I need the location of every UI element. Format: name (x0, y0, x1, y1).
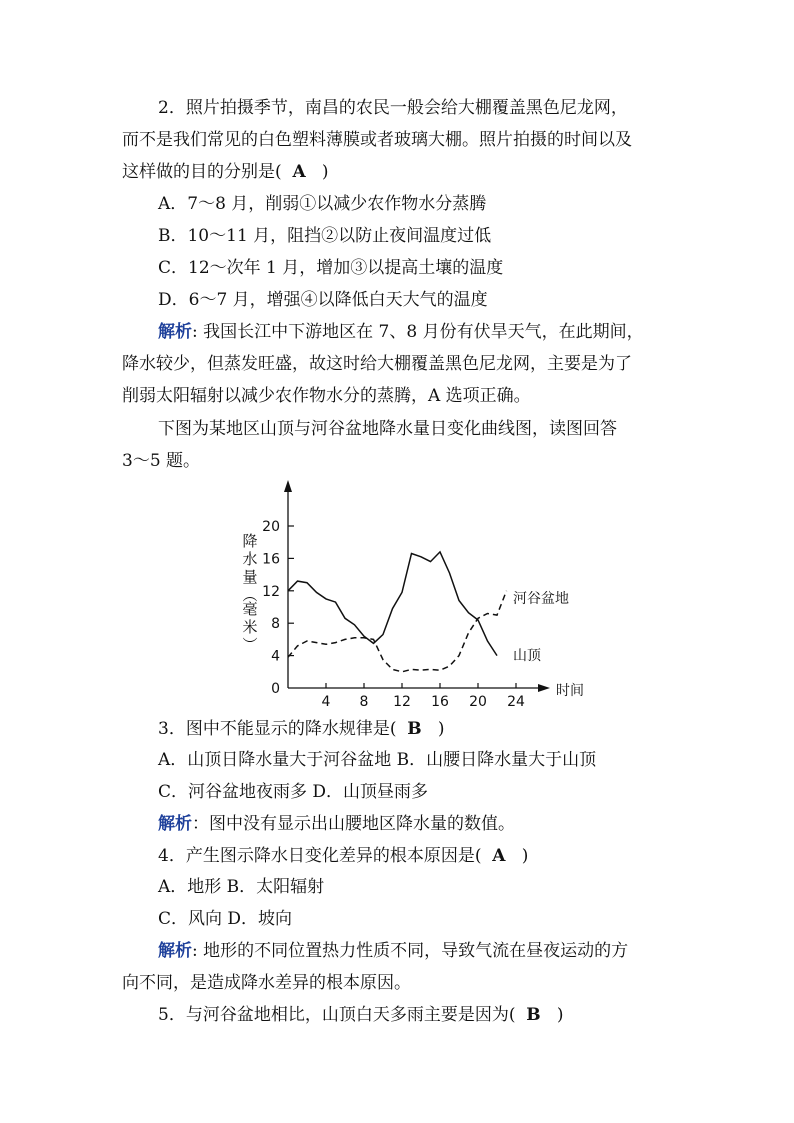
series-line-summit (288, 552, 497, 656)
q3-analysis-text: ：图中没有显示出山腰地区降水量的数值。 (192, 814, 515, 834)
q3-answer: B (407, 719, 422, 739)
precipitation-chart (230, 478, 610, 710)
q4-analysis-label: 解析 (158, 941, 192, 961)
q4-analysis-line-1 (158, 940, 628, 962)
q3-stem-close: ) (437, 719, 445, 739)
q3-stem-text: 3．图中不能显示的降水规律是( (158, 719, 397, 739)
y-tick-label: 8 (271, 616, 280, 633)
x-tick-label: 24 (507, 694, 525, 710)
x-tick-label: 20 (469, 694, 487, 710)
chart-axes (284, 480, 550, 692)
q5-stem (158, 1004, 564, 1026)
q2-option-b: B．10～11 月，阻挡②以防止夜间温度过低 (158, 226, 492, 246)
q5-stem-text: 5．与河谷盆地相比，山顶白天多雨主要是因为( (158, 1005, 516, 1025)
q2-analysis-line-2: 降水较少，但蒸发旺盛，故这时给大棚覆盖黑色尼龙网，主要是为了 (122, 354, 632, 374)
q4-stem (158, 845, 528, 867)
q2-stem-line-3 (122, 161, 329, 183)
x-ticks (322, 683, 525, 710)
q2-option-d: D．6～7 月，增强④以降低白天大气的温度 (158, 290, 488, 310)
y-tick-label: 20 (262, 519, 280, 535)
series-label-valley-basin: 河谷盆地 (513, 591, 569, 607)
q2-analysis-line-1 (158, 321, 644, 343)
y-tick-label: 4 (271, 648, 280, 665)
q2-analysis-text: : 我国长江中下游地区在 7、8 月份有伏旱天气，在此期间， (192, 322, 644, 342)
q2-answer: A (292, 162, 306, 182)
series-label-summit: 山顶 (513, 648, 541, 664)
q4-analysis-text: : 地形的不同位置热力性质不同，导致气流在昼夜运动的方 (192, 941, 629, 961)
x-tick-label: 16 (431, 694, 449, 710)
x-tick-label: 12 (393, 694, 411, 710)
q5-answer: B (526, 1005, 541, 1025)
q3-options-ab: A．山顶日降水量大于河谷盆地 B．山腰日降水量大于山顶 (158, 750, 597, 770)
q2-stem-close: ) (321, 162, 329, 182)
q5-stem-close: ) (556, 1005, 564, 1025)
y-axis-label: 降水量︵毫米︶ (242, 532, 258, 654)
q3-analysis (158, 813, 515, 835)
y-tick-label: 12 (262, 583, 280, 600)
q4-stem-text: 4．产生图示降水日变化差异的根本原因是( (158, 846, 482, 866)
q2-analysis-line-3: 削弱太阳辐射以减少农作物水分的蒸腾，A 选项正确。 (122, 386, 531, 406)
q2-stem-line-1: 2．照片拍摄季节，南昌的农民一般会给大棚覆盖黑色尼龙网， (158, 98, 628, 118)
x-axis-arrow (538, 684, 550, 692)
y-tick-label: 0 (271, 681, 280, 697)
q2-option-c: C．12～次年 1 月，增加③以提高土壤的温度 (158, 258, 504, 278)
q3-stem (158, 718, 445, 740)
y-tick-label: 16 (262, 551, 280, 568)
q4-options-ab: A．地形 B．太阳辐射 (158, 877, 325, 897)
q2-analysis-label: 解析 (158, 322, 192, 342)
q4-stem-close: ) (521, 846, 529, 866)
series-line-valley-basin (288, 591, 507, 672)
y-axis-arrow (284, 480, 292, 492)
y-ticks (262, 519, 294, 697)
q4-analysis-line-2: 向不同，是造成降水差异的根本原因。 (122, 973, 411, 993)
q2-stem-text: 这样做的目的分别是( (122, 162, 282, 182)
intro-line-2: 3～5 题。 (122, 451, 201, 471)
q3-analysis-label: 解析 (158, 814, 192, 834)
q3-options-cd: C．河谷盆地夜雨多 D．山顶昼雨多 (158, 782, 429, 802)
x-tick-label: 8 (359, 694, 369, 710)
x-tick-label: 4 (321, 694, 331, 710)
q4-options-cd: C．风向 D．坡向 (158, 909, 293, 929)
q2-option-a: A．7～8 月，削弱①以减少农作物水分蒸腾 (158, 194, 487, 214)
q2-stem-line-2: 而不是我们常见的白色塑料薄膜或者玻璃大棚。照片拍摄的时间以及 (122, 130, 632, 150)
intro-line-1: 下图为某地区山顶与河谷盆地降水量日变化曲线图，读图回答 (158, 419, 617, 439)
q4-answer: A (492, 846, 506, 866)
x-axis-label: 时间 (556, 683, 584, 699)
